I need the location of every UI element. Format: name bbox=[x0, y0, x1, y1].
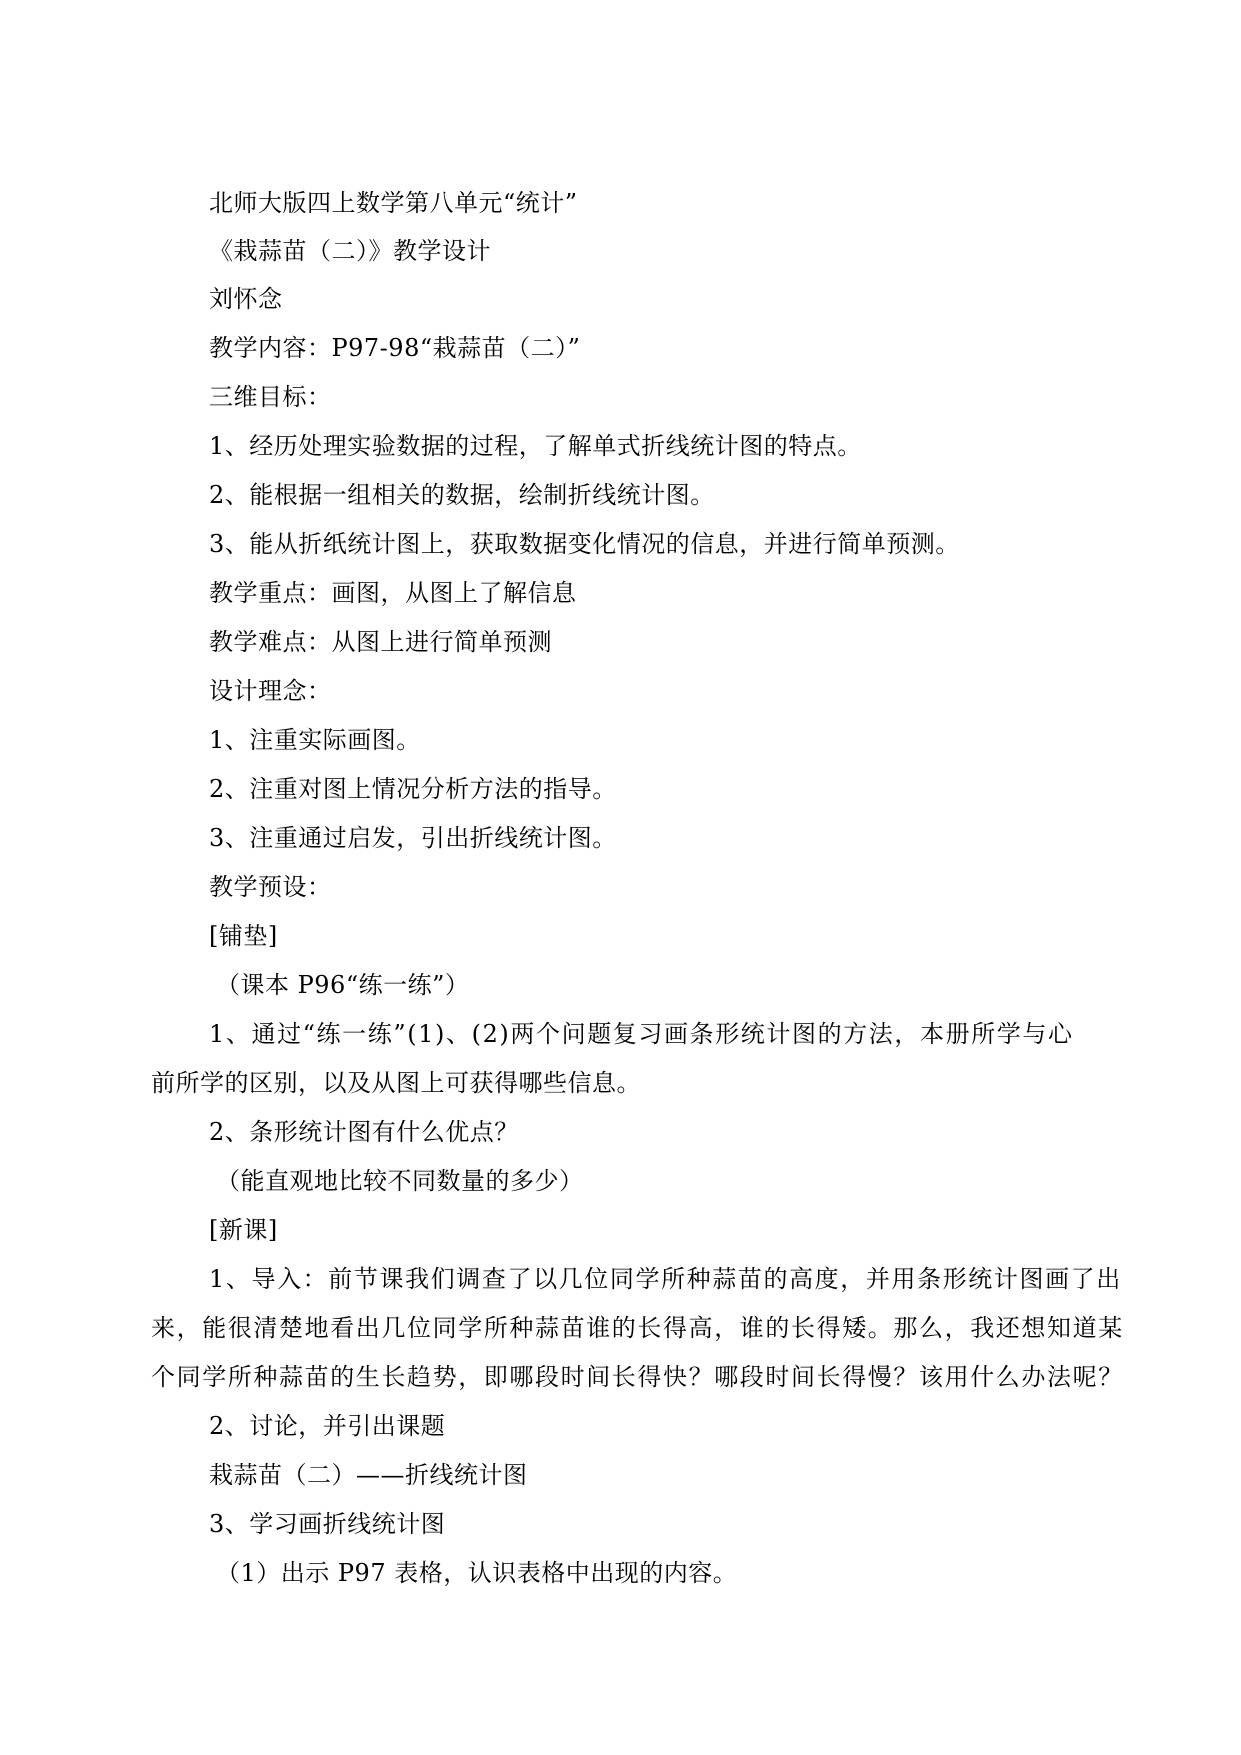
step-line: 3、学习画折线统计图 bbox=[209, 1510, 446, 1538]
subtitle-line: 北师大版四上数学第八单元“统计” bbox=[209, 189, 578, 217]
paragraph-line: 个同学所种蒜苗的生长趋势，即哪段时间长得快？哪段时间长得慢？该用什么办法呢？ bbox=[151, 1363, 1124, 1391]
section-new-lesson-heading: [新课] bbox=[209, 1216, 278, 1244]
concept-item-1: 1、注重实际画图。 bbox=[209, 726, 421, 754]
design-concept-heading: 设计理念： bbox=[209, 677, 332, 705]
objective-item-2: 2、能根据一组相关的数据，绘制折线统计图。 bbox=[209, 481, 715, 509]
concept-item-2: 2、注重对图上情况分析方法的指导。 bbox=[209, 775, 617, 803]
difficulty-line: 教学难点：从图上进行简单预测 bbox=[209, 628, 552, 656]
title-line: 《栽蒜苗（二）》教学设计 bbox=[209, 237, 491, 265]
content-line: 教学内容：P97-98“栽蒜苗（二）” bbox=[209, 334, 581, 362]
question-line: 2、条形统计图有什么优点？ bbox=[209, 1118, 519, 1146]
discussion-line: 2、讨论，并引出课题 bbox=[209, 1412, 446, 1440]
author-line: 刘怀念 bbox=[209, 285, 283, 313]
textbook-ref-line: （课本 P96“练一练”） bbox=[216, 971, 470, 999]
objectives-heading: 三维目标： bbox=[209, 383, 332, 411]
answer-line: （能直观地比较不同数量的多少） bbox=[216, 1167, 584, 1195]
paragraph-line: 1、导入：前节课我们调查了以几位同学所种蒜苗的高度，并用条形统计图画了出 bbox=[209, 1265, 1122, 1293]
step-detail-line: （1）出示 P97 表格，认识表格中出现的内容。 bbox=[216, 1559, 738, 1587]
paragraph-line: 1、通过“练一练”(1)、(2)两个问题复习画条形统计图的方法，本册所学与心 bbox=[209, 1020, 1074, 1048]
concept-item-3: 3、注重通过启发，引出折线统计图。 bbox=[209, 824, 617, 852]
objective-item-1: 1、经历处理实验数据的过程，了解单式折线统计图的特点。 bbox=[209, 432, 862, 460]
lesson-topic-line: 栽蒜苗（二）——折线统计图 bbox=[209, 1461, 528, 1489]
paragraph-line: 前所学的区别，以及从图上可获得哪些信息。 bbox=[151, 1069, 641, 1097]
teaching-plan-heading: 教学预设： bbox=[209, 873, 332, 901]
key-point-line: 教学重点：画图，从图上了解信息 bbox=[209, 579, 577, 607]
paragraph-line: 来，能很清楚地看出几位同学所种蒜苗谁的长得高，谁的长得矮。那么，我还想知道某 bbox=[151, 1314, 1124, 1342]
section-pudian-heading: [铺垫] bbox=[209, 922, 278, 950]
objective-item-3: 3、能从折纸统计图上，获取数据变化情况的信息，并进行简单预测。 bbox=[209, 530, 960, 558]
